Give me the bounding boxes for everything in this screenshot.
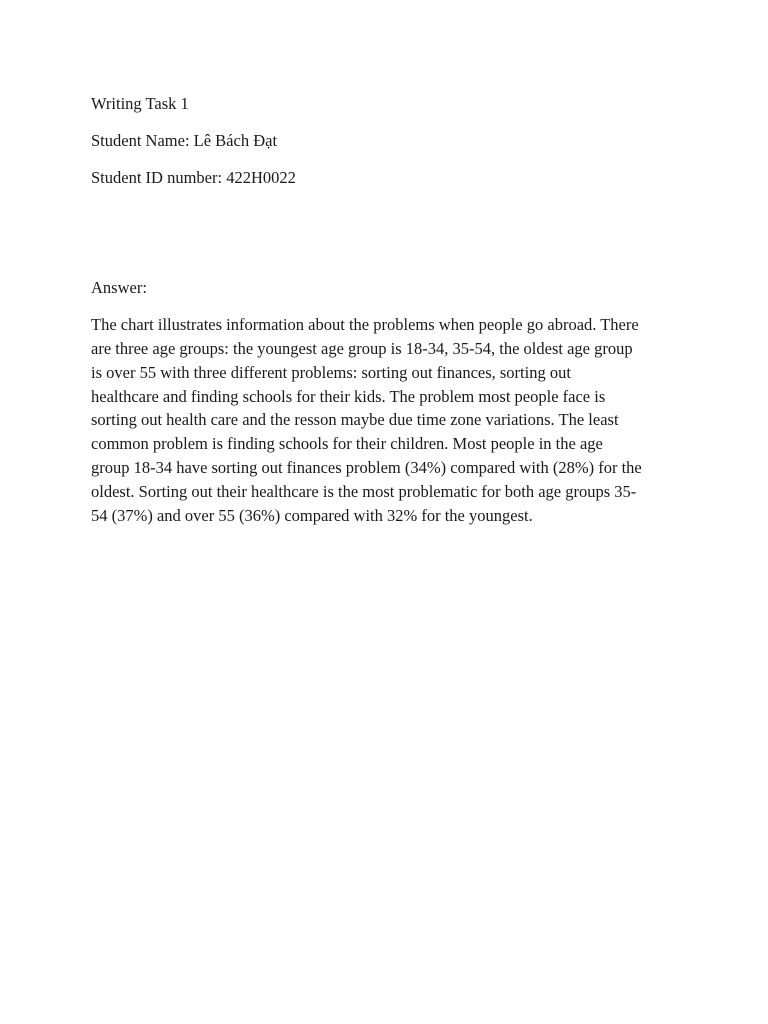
answer-line: group 18-34 have sorting out finances problem (34%) compared with (28%) for the [91,457,642,477]
answer-line: The chart illustrates information about the problems when people go abroad. There [91,315,639,335]
spacer [91,300,683,313]
spacer [91,189,683,276]
student-name: Student Name: Lê Bách Đạt [91,130,278,150]
answer-label: Answer: [91,278,147,298]
answer-line: oldest. Sorting out their healthcare is the most problematic for both age groups 35- [91,481,637,501]
spacer [91,116,683,129]
answer-line: 54 (37%) and over 55 (36%) compared with 32% for the youngest. [91,505,533,525]
task-title: Writing Task 1 [91,94,189,113]
spacer [91,153,683,166]
student-id: Student ID number: 422H0022 [91,167,296,187]
answer-line: healthcare and finding schools for their kids. The problem most people face is [91,386,606,406]
answer-line: is over 55 with three different problems: sorting out finances, sorting out [91,362,571,382]
answer-line: are three age groups: the youngest age group is 18-34, 35-54, the oldest age group [91,338,633,358]
answer-line: common problem is finding schools for their children. Most people in the age [91,434,603,454]
answer-line: sorting out health care and the resson maybe due time zone variations. The least [91,410,619,430]
document-content [91,92,683,527]
answer-paragraph [91,313,683,527]
